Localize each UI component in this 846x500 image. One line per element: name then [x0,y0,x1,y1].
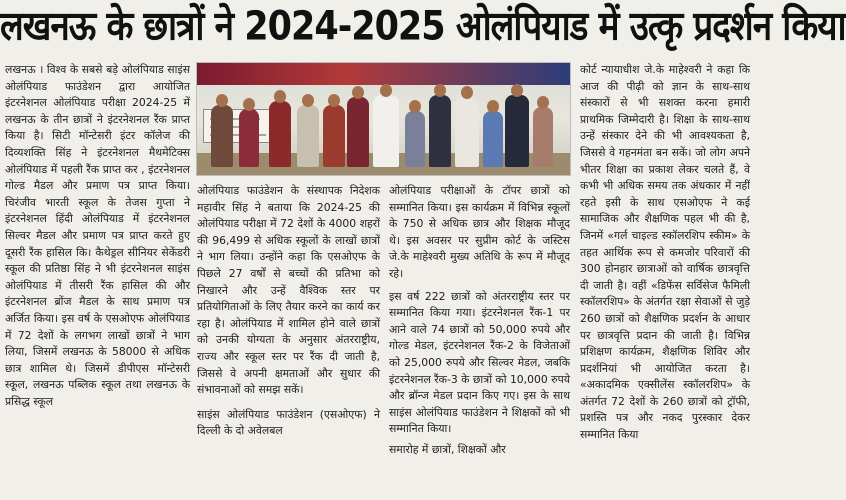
article-column-2 [197,183,380,500]
paragraph: साइंस ओलंपियाड फाउंडेशन (एसओएफ) ने दिल्ली के दो अवेलबल [197,407,380,438]
paragraph: ओलंपियाड परीक्षाओं के टॉपर छात्रों को सम्मानित किया। इस कार्यक्रम में विभिन्न स्कूलों के 750 से अधिक छात्र और शिक्षक मौजूद थे। इस अवसर पर सुप्रीम कोर्ट के जस्टिस जे.के माहेश्वरी मुख्य अतिथि के रूप में मौजूद रहे। [389,184,570,280]
paragraph: इस वर्ष 222 छात्रों को अंतरराष्ट्रीय स्तर पर सम्मानित किया गया। इंटरनेशनल रैंक-1 पर आने वाले 74 छात्रों को 50,000 रुपये और गोल्ड मेडल, इंटरनेशनल रैंक-2 के विजेताओं को 25,000 रुपये और सिल्वर मेडल, जबकि इंटरनेशनल रैंक-3 के छात्रों को 10,000 रुपये और ब्रॉन्ज मेडल प्रदान किए गए। इस के साथ साइंस ओलंपियाड फाउंडेशन ने शिक्षकों को भी सम्मानित किया। [389,289,571,436]
stage-banner [197,63,570,85]
paragraph: कोर्ट न्यायाधीश जे.के माहेश्वरी ने कहा कि आज की पीढ़ी को ज्ञान के साथ-साथ संस्कारों से भी सशक्त करना हमारी प्राथमिक जिम्मेदारी है। शिक्षा के साथ-साथ उन्हें संस्कार देने की भी आवश्यकता है, जिससे वे गहनमंता बन सकें। जो लोग अपने भीतर शिक्षा का प्रकाश लेकर चलते हैं, वे कभी भी अधिक समय तक अंधकार में नहीं रहते इसी के साथ एसओएफ ने कई सामाजिक और शैक्षणिक पहल भी की है, जिनमें «गर्ल चाइल्ड स्कॉलरशिप स्कीम» के तहत आर्थिक रूप से कमजोर परिवारों की 300 होनहार छात्राओं को वार्षिक छात्रवृत्ति दी जाती है। वहीं «डिफेंस सर्विसेज फैमिली स्कॉलरशिप» के अंतर्गत रक्षा सेवाओं से जुड़े 260 छात्रों को शैक्षणिक प्रदर्शन के आधार पर छात्रवृत्ति प्रदान की जाती है। विभिन्न प्रशिक्षण कार्यक्रम, शैक्षणिक शिविर और प्रदर्शनियां भी आयोजित करता है। «अकादमिक एक्सीलेंस स्कॉलरशिप» के अंतर्गत 72 देशों के 260 छात्रों को ट्रॉफी, प्रशस्ति पत्र और नकद पुरस्कार देकर सम्मानित किया [580,63,750,442]
article-column-4 [580,62,750,500]
paragraph: लखनऊ । विश्व के सबसे बड़े ओलंपियाड साइंस ओलंपियाड फाउंडेशन द्वारा आयोजित इंटरनेशनल ओलंपियाड परीक्षा 2024-25 में लखनऊ के तीन छात्रों ने इंटरनेशनल रैंक प्राप्त किया है। सिटी मॉन्टेसरी इंटर कॉलेज की दिव्यशक्ति सिंह ने इंटरनेशनल मैथमेटिक्स ओलंपियाड में पहली रैंक प्राप्त कर , इंटरनेशनल गोल्ड मैडल और प्रमाण पत्र प्राप्त किया। चिरंजीव भारती स्कूल के तेजस गुप्ता ने इंटरनेशनल हिंदी ओलंपियाड में इंटरनेशनल सिल्वर मैडल और प्रमाण पत्र प्राप्त करते हुए दूसरी रैंक हासिल कि। कैथेड्रल सीनियर सेकेंडरी स्कूल की प्रतिष्ठा सिंह ने भी इंटरनेशनल साइंस ओलंपियाड में तीसरी रैंक हासिल की और इंटरनेशनल ब्रोंज मैडल के साथ प्रमाण पत्र अर्जित किया। इस वर्ष के एसओएफ ओलंपियाड में 72 देशों के लगभग लाखों छात्रों ने भाग लिया, जिसमें लखनऊ के 58000 से अधिक छात्र शामिल थे। जिसमें डीपीएस मॉन्टेसरी स्कूल, लखनऊ पब्लिक स्कूल तथा लखनऊ के प्रसिद्ध स्कूल [5,63,190,408]
award-ceremony-photo [196,62,571,176]
article-column-1 [5,62,190,500]
paragraph: ओलंपियाड फाउंडेशन के संस्थापक निदेशक महावीर सिंह ने बताया कि 2024-25 की ओलंपियाड परीक्षा में 72 देशों के 4000 शहरों की 96,499 से अधिक स्कूलों के लाखों छात्रों ने भाग लिया। उन्होंने कहा कि एसओएफ के पिछले 27 वर्षों से बच्चों की प्रतिभा को निखारने और उन्हें वैश्विक स्तर पर प्रतियोगिताओं के लिए तैयार करने का कार्य कर रहा है। ओलंपियाड में शामिल होने वाले छात्रों को उनकी योग्यता के अनुसार अंतरराष्ट्रीय, राज्य और स्कूल स्तर पर रैंक दी जाती है, जिससे वे अपनी क्षमताओं और सुधार की संभावनाओं को समझ सकें। [197,184,380,397]
article-column-3 [389,183,570,500]
paragraph: समारोह में छात्रों, शिक्षकों और [389,442,506,456]
headline: लखनऊ के छात्रों ने 2024-2025 ओलंपियाड में उत्कृ प्रदर्शन किया [0,3,846,50]
